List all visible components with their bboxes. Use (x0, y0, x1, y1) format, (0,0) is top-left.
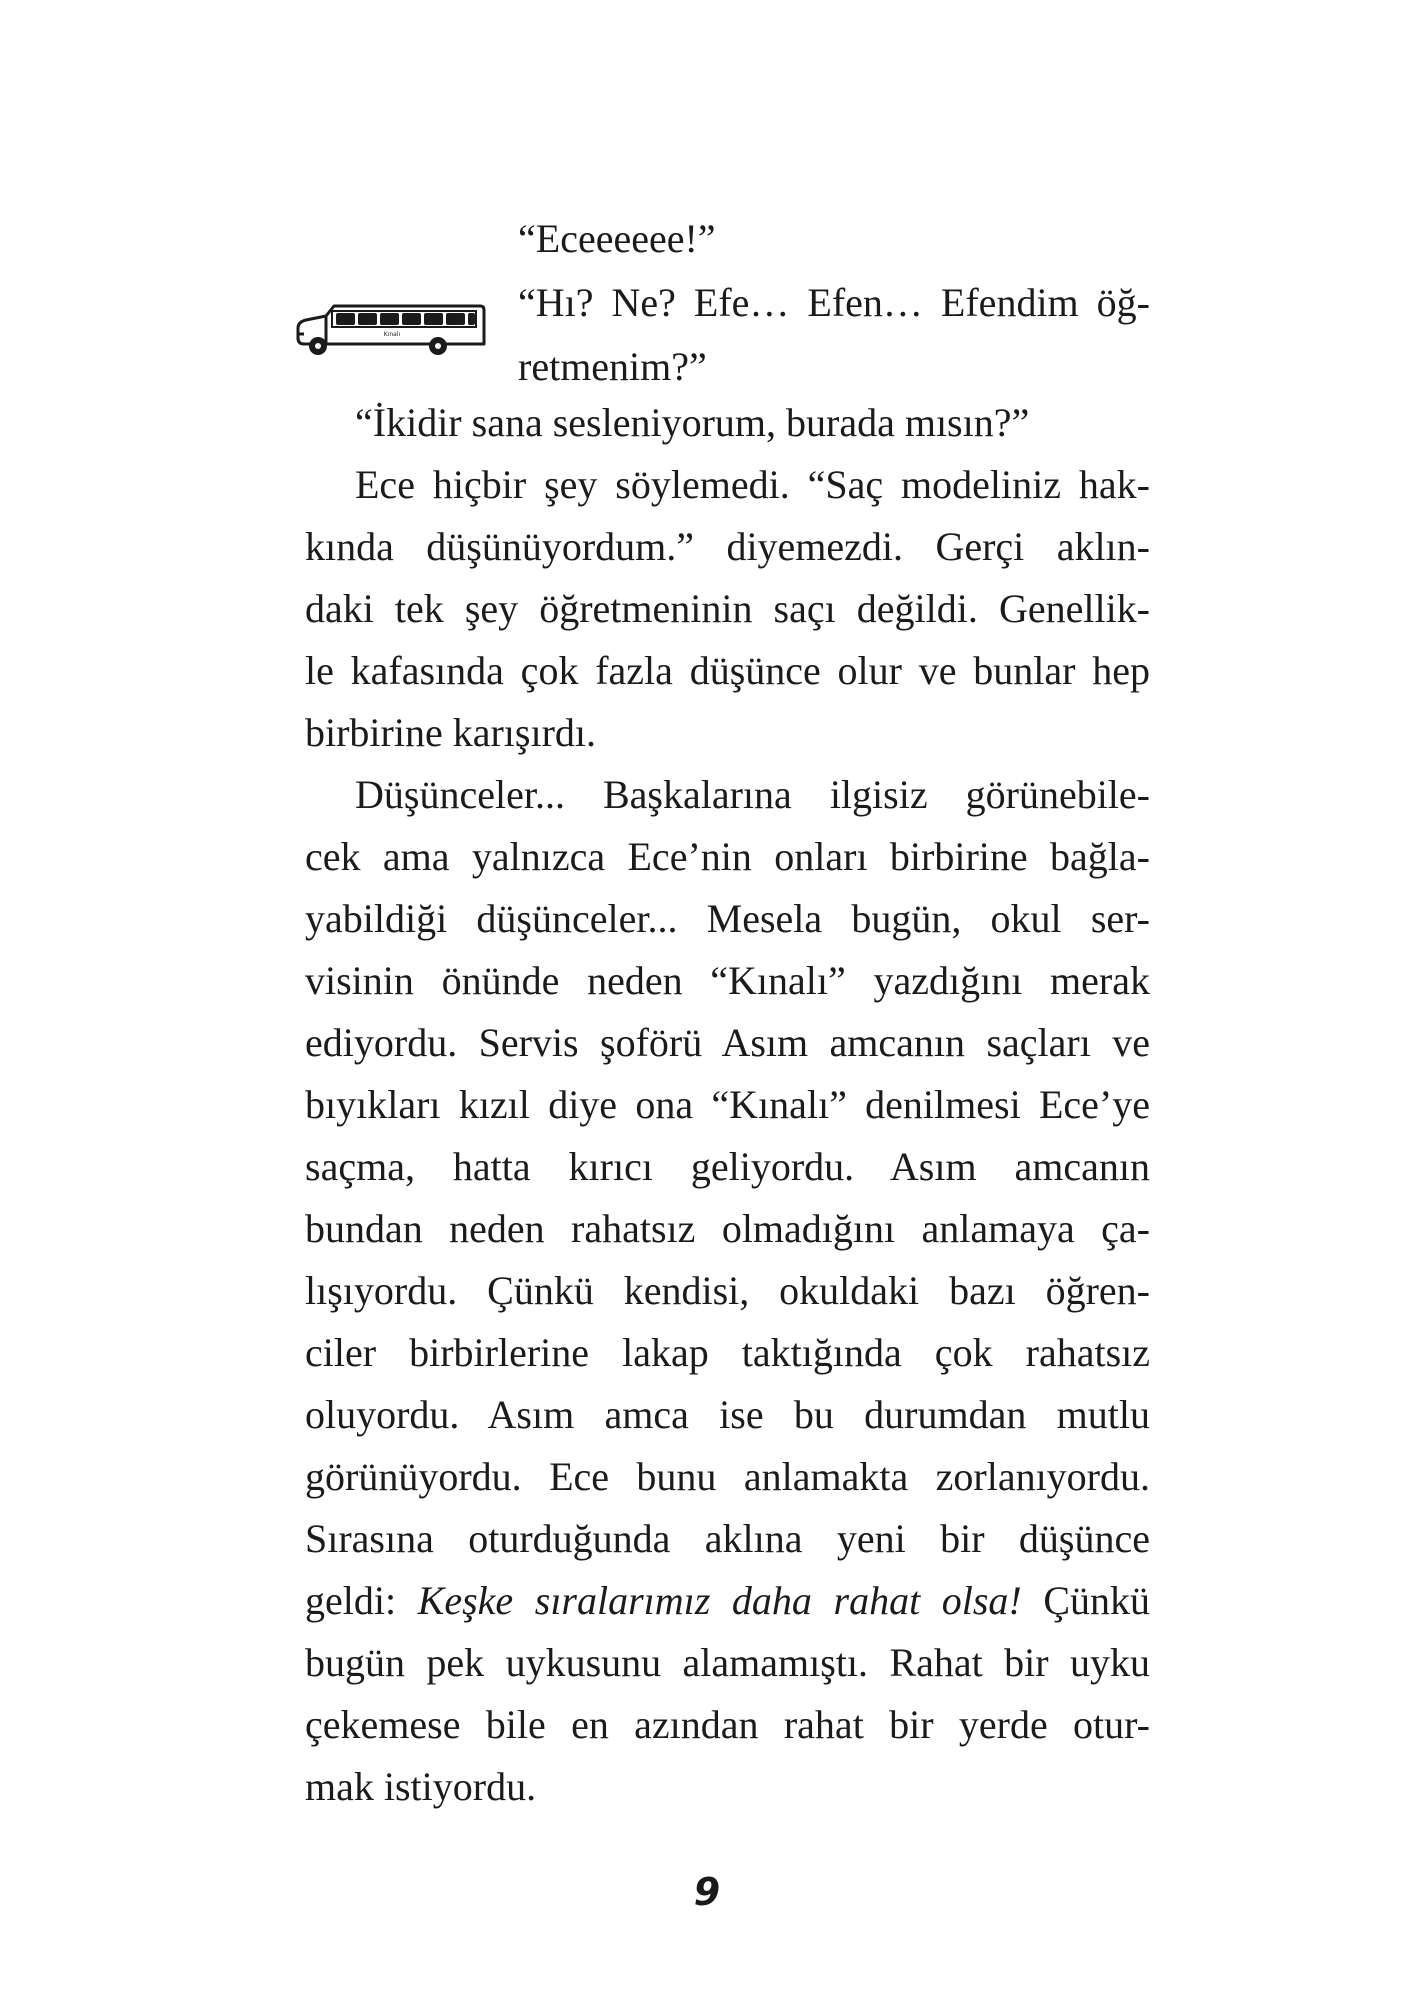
page-number: 9 (693, 1870, 721, 1914)
text-line: “Hı? Ne? Efe… Efen… Efendim öğ- (518, 280, 1150, 325)
text-line: Düşünceler... Başkalarına ilgisiz görünebile- (355, 772, 1150, 817)
text-line: Sırasına oturduğunda aklına yeni bir düşünce (305, 1516, 1150, 1561)
text-run: geldi: (305, 1578, 418, 1623)
text-line: cek ama yalnızca Ece’nin onları birbirine bağla- (305, 834, 1150, 879)
text-line: visinin önünde neden “Kınalı” yazdığını merak (305, 958, 1150, 1003)
text-line: “Eceeeeee!” (518, 216, 716, 261)
text-line: bıyıkları kızıl diye ona “Kınalı” denilmesi Ece’ye (305, 1082, 1150, 1127)
text-line: oluyordu. Asım amca ise bu durumdan mutlu (305, 1392, 1150, 1437)
text-line: “İkidir sana sesleniyorum, burada mısın?” (355, 400, 1030, 445)
school-bus-icon (296, 296, 486, 358)
bus-sign: Kınalı (383, 331, 401, 338)
text-line: bundan neden rahatsız olmadığını anlamaya ça- (305, 1206, 1150, 1251)
text-line: saçma, hatta kırıcı geliyordu. Asım amcanın (305, 1144, 1150, 1189)
text-line: bugün pek uykusunu alamamıştı. Rahat bir uyku (305, 1640, 1150, 1685)
text-line (305, 1578, 1150, 1624)
text-line: kında düşünüyordum.” diyemezdi. Gerçi aklın- (305, 524, 1150, 569)
text-run: Çünkü (1021, 1578, 1150, 1623)
text-line: yabildiği düşünceler... Mesela bugün, okul ser- (305, 896, 1150, 941)
text-line: görünüyordu. Ece bunu anlamakta zorlanıyordu. (305, 1454, 1150, 1499)
text-line: mak istiyordu. (305, 1764, 537, 1809)
italic-thought: Keşke sıralarımız daha rahat olsa! (417, 1578, 1022, 1623)
text-line: lışıyordu. Çünkü kendisi, okuldaki bazı öğren- (305, 1268, 1150, 1313)
text-line: Ece hiçbir şey söylemedi. “Saç modeliniz hak- (355, 462, 1150, 507)
text-line: ciler birbirlerine lakap taktığında çok rahatsız (305, 1330, 1150, 1375)
text-line: ediyordu. Servis şoförü Asım amcanın saçları ve (305, 1020, 1150, 1065)
text-line: birbirine karışırdı. (305, 710, 597, 755)
text-line: retmenim?” (518, 344, 707, 389)
text-line: le kafasında çok fazla düşünce olur ve bunlar hep (305, 648, 1150, 693)
text-line: çekemese bile en azından rahat bir yerde otur- (305, 1702, 1150, 1747)
text-line: daki tek şey öğretmeninin saçı değildi. Genellik- (305, 586, 1150, 631)
